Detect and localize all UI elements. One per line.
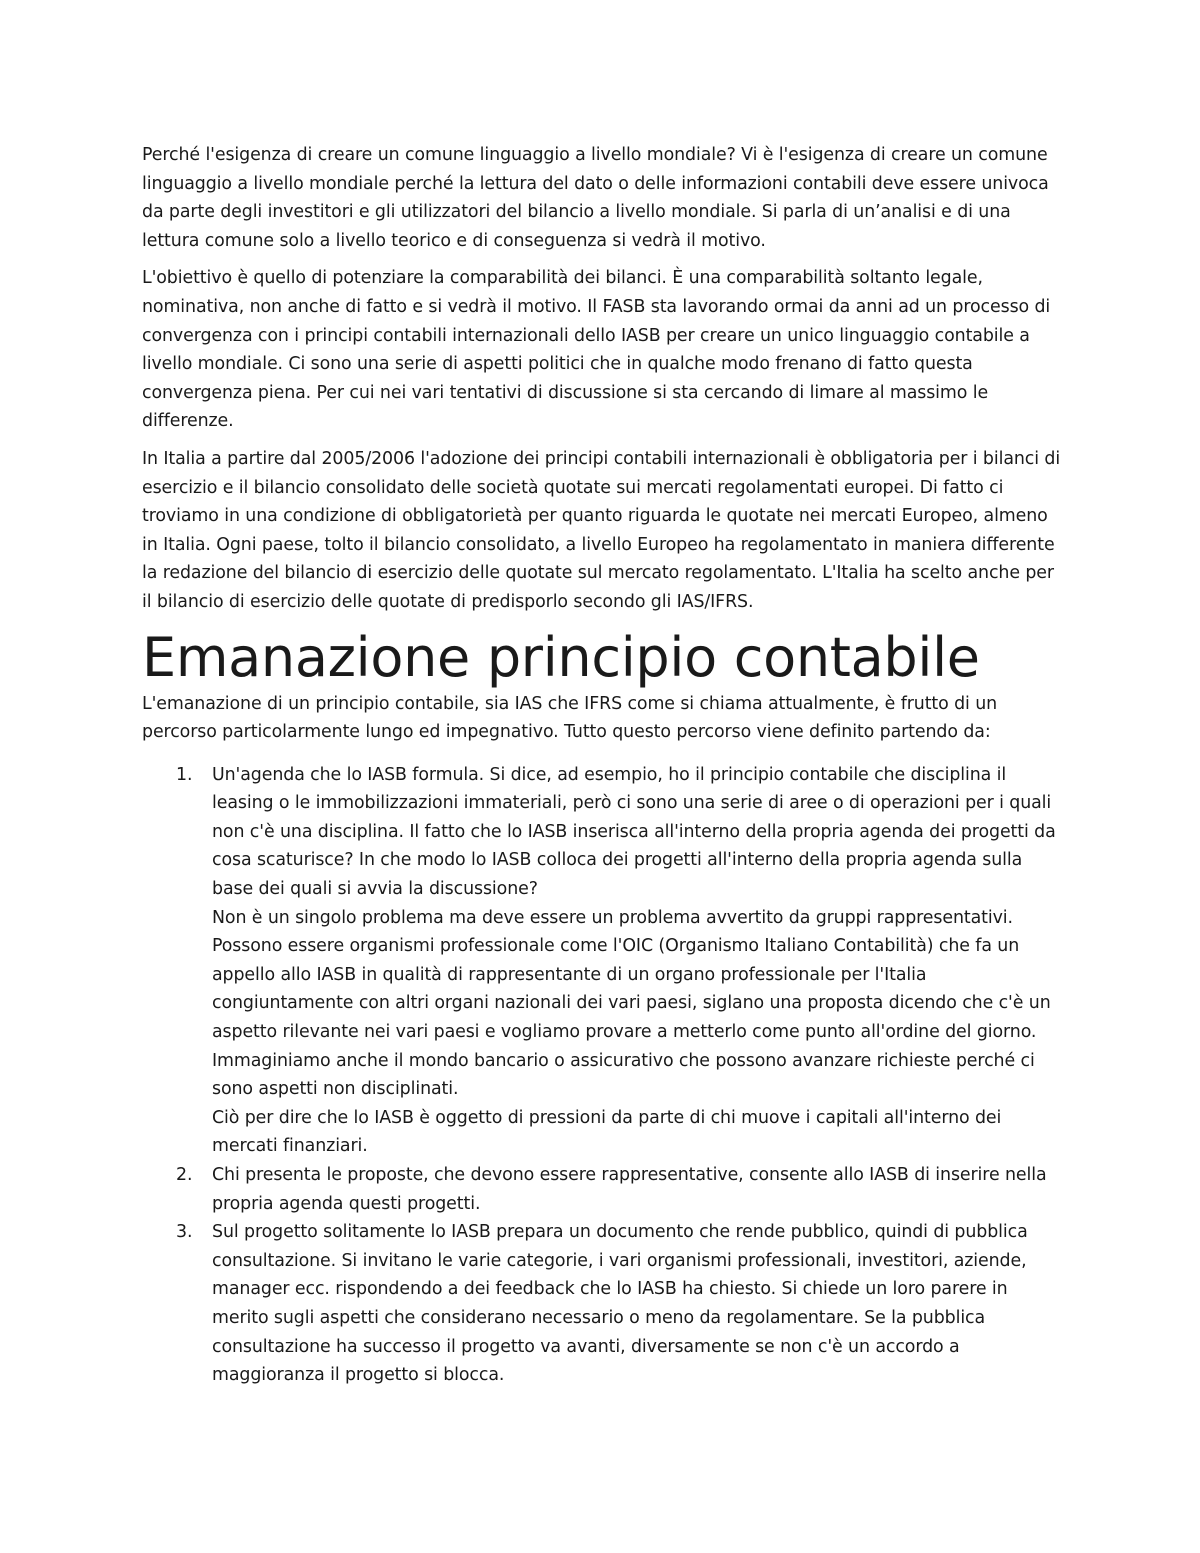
list-item — [142, 761, 1062, 1161]
section-heading: Emanazione principio contabile — [142, 625, 980, 689]
section-intro: L'emanazione di un principio contabile, sia IAS che IFRS come si chiama attualmente, è frutto di un percorso particolarmente lungo ed impegnativo. Tutto questo percorso viene definito partendo da: — [142, 693, 998, 743]
list-item-text: Non è un singolo problema ma deve essere un problema avvertito da gruppi rappresentativi. Possono essere organismi professionale come l'OIC (Organismo Italiano Contabilità) che fa un appello allo IASB in qualità di rappresentante di un organo professionale per l'Italia congiuntamente con altri organi nazionali dei vari paesi, siglano una proposta dicendo che c'è un aspetto rilevante nei vari paesi e vogliamo provare a metterlo come punto all'ordine del giorno. Immaginiamo anche il mondo bancario o assicurativo che possono avanzare richieste perché ci sono aspetti non disciplinati. — [212, 907, 1051, 1100]
list-item — [142, 1218, 1062, 1390]
list-item-number: 3. — [176, 1222, 193, 1243]
document-body — [142, 141, 1062, 1390]
list-item-text: Un'agenda che lo IASB formula. Si dice, ad esempio, ho il principio contabile che disciplina il leasing o le immobilizzazioni immateriali, però ci sono una serie di aree o di operazioni per i quali non c'è una disciplina. Il fatto che lo IASB inserisca all'interno della propria agenda dei progetti da cosa scaturisce? In che modo lo IASB colloca dei progetti all'interno della propria agenda sulla base dei quali si avvia la discussione? — [212, 764, 1056, 900]
list-item-text: Ciò per dire che lo IASB è oggetto di pressioni da parte di chi muove i capitali all'interno dei mercati finanziari. — [212, 1107, 1002, 1157]
list-item — [142, 1161, 1062, 1218]
paragraph-italy: In Italia a partire dal 2005/2006 l'adozione dei principi contabili internazionali è obbligatoria per i bilanci di esercizio e il bilancio consolidato delle società quotate sui mercati regolamentati europei. Di fatto ci troviamo in una condizione di obbligatorietà per quanto riguarda le quotate nei mercati Europeo, almeno in Italia. Ogni paese, tolto il bilancio consolidato, a livello Europeo ha regolamentato in maniera differente la redazione del bilancio di esercizio delle quotate sul mercato regolamentato. L'Italia ha scelto anche per il bilancio di esercizio delle quotate di predisporlo secondo gli IAS/IFRS. — [142, 448, 1061, 612]
list-item-number: 1. — [176, 764, 193, 785]
paragraph-objective: L'obiettivo è quello di potenziare la comparabilità dei bilanci. È una comparabilità soltanto legale, nominativa, non anche di fatto e si vedrà il motivo. Il FASB sta lavorando ormai da anni ad un processo di convergenza con i principi contabili internazionali dello IASB per creare un unico linguaggio contabile a livello mondiale. Ci sono una serie di aspetti politici che in qualche modo frenano di fatto questa convergenza piena. Per cui nei vari tentativi di discussione si sta cercando di limare al massimo le differenze. — [142, 268, 1051, 432]
paragraph-language: Perché l'esigenza di creare un comune linguaggio a livello mondiale? Vi è l'esigenza di creare un comune linguaggio a livello mondiale perché la lettura del dato o delle informazioni contabili deve essere univoca da parte degli investitori e gli utilizzatori del bilancio a livello mondiale. Si parla di un’analisi e di una lettura comune solo a livello teorico e di conseguenza si vedrà il motivo. — [142, 145, 1049, 251]
list-item-text: Chi presenta le proposte, che devono essere rappresentative, consente allo IASB di inserire nella propria agenda questi progetti. — [212, 1165, 1047, 1214]
numbered-list — [142, 761, 1062, 1390]
list-item-text: Sul progetto solitamente lo IASB prepara un documento che rende pubblico, quindi di pubblica consultazione. Si invitano le varie categorie, i vari organismi professionali, investitori, aziende, manager ecc. rispondendo a dei feedback che lo IASB ha chiesto. Si chiede un loro parere in merito sugli aspetti che considerano necessario o meno da regolamentare. Se la pubblica consultazione ha successo il progetto va avanti, diversamente se non c'è un accordo a maggioranza il progetto si blocca. — [212, 1222, 1028, 1386]
list-item-number: 2. — [176, 1165, 193, 1185]
